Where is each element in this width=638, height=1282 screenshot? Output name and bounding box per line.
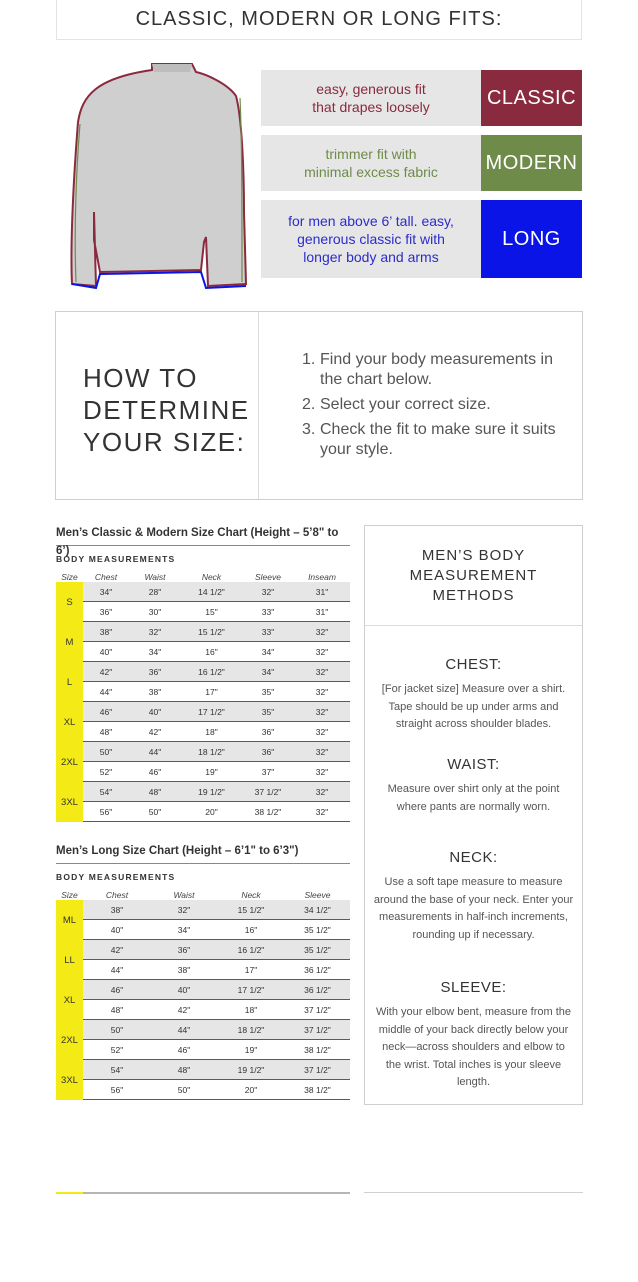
- size-label: M: [65, 636, 74, 648]
- method-text: [For jacket size] Measure over a shirt. Tape should be up under arms and straight across shoulder blades.: [381, 683, 566, 730]
- table-cell: 44": [148, 746, 162, 757]
- column-header: Sleeve: [255, 572, 281, 582]
- table-row: [83, 722, 350, 742]
- step-number: 1.: [302, 351, 316, 368]
- table-cell: 34 1/2": [304, 904, 331, 915]
- table-cell: 18": [205, 726, 218, 737]
- table-row: [83, 920, 350, 940]
- table-cell: 32": [315, 766, 329, 777]
- fit-desc-line: trimmer fit with: [325, 146, 417, 162]
- fit-modern: [261, 135, 582, 191]
- table-cell: 54": [110, 1064, 124, 1075]
- bottom-divider-left: [56, 1192, 350, 1194]
- table-cell: 18": [244, 1004, 258, 1015]
- column-header: Sleeve: [304, 890, 331, 900]
- table-cell: 32": [148, 626, 162, 637]
- shirt-illustration: [56, 62, 261, 298]
- step-text: Check the fit to make sure it suits your style.: [320, 421, 556, 458]
- chart-title: Men’s Long Size Chart (Height – 6’1" to 6’3"): [56, 845, 299, 857]
- table-cell: 44": [110, 964, 124, 975]
- method-chest: [373, 656, 574, 734]
- chart-title: Men’s Classic & Modern Size Chart (Height – 5’8" to 6’): [56, 527, 339, 557]
- table-cell: 36": [261, 726, 275, 737]
- table-cell: 32": [315, 786, 329, 797]
- chart-rows: [83, 582, 350, 822]
- fit-desc-line: minimal excess fabric: [304, 164, 438, 180]
- table-cell: 36 1/2": [304, 984, 331, 995]
- table-row: [83, 1020, 350, 1040]
- method-heading: NECK:: [449, 849, 498, 866]
- chart-body: [56, 900, 350, 1100]
- table-cell: 16 1/2": [237, 944, 265, 955]
- table-row: [83, 1060, 350, 1080]
- how-to-step: [302, 420, 560, 460]
- fits-title: CLASSIC, MODERN OR LONG FITS:: [56, 0, 582, 40]
- column-header: Inseam: [308, 572, 336, 582]
- table-cell: 40": [110, 924, 124, 935]
- bottom-divider-accent: [56, 1192, 83, 1194]
- table-cell: 38": [148, 686, 162, 697]
- methods-title-line: MEASUREMENT: [409, 566, 538, 584]
- table-cell: 38": [110, 904, 124, 915]
- table-cell: 40": [99, 646, 113, 657]
- method-waist: [373, 756, 574, 816]
- table-cell: 19 1/2": [198, 786, 225, 797]
- measurement-methods: [364, 525, 583, 1105]
- methods-title-line: MEN’S BODY: [421, 546, 526, 564]
- table-cell: 20": [244, 1084, 258, 1095]
- size-column: [56, 900, 83, 1100]
- column-header: Size: [61, 572, 78, 582]
- how-to-section: [55, 311, 583, 500]
- how-to-title-panel: [56, 312, 259, 499]
- table-cell: 37": [261, 766, 275, 777]
- table-cell: 42": [177, 1004, 191, 1015]
- long-size-chart: [56, 842, 350, 1100]
- table-cell: 42": [99, 666, 113, 677]
- table-cell: 16": [244, 924, 258, 935]
- table-cell: 36": [261, 746, 275, 757]
- size-label: XL: [63, 994, 76, 1006]
- column-header: Chest: [94, 572, 118, 582]
- table-cell: 50": [110, 1024, 124, 1035]
- column-header: Size: [61, 890, 78, 900]
- chart-header-row: [56, 886, 350, 900]
- size-label: 2XL: [61, 756, 78, 768]
- fit-classic-desc: [261, 70, 481, 126]
- size-label: 2XL: [61, 1034, 78, 1046]
- fit-classic: [261, 70, 582, 126]
- chart-subtitle: BODY MEASUREMENTS: [56, 872, 176, 882]
- column-header: Waist: [144, 572, 166, 582]
- table-cell: 32": [315, 646, 329, 657]
- table-cell: 48": [110, 1004, 124, 1015]
- how-to-title-line: HOW TO: [83, 363, 198, 393]
- table-cell: 18 1/2": [198, 746, 225, 757]
- method-heading: WAIST:: [447, 756, 500, 773]
- method-neck: [373, 849, 574, 944]
- table-cell: 30": [148, 606, 162, 617]
- table-cell: 32": [315, 706, 329, 717]
- table-row: [83, 980, 350, 1000]
- table-cell: 35": [261, 686, 275, 697]
- chart-body: [56, 582, 350, 822]
- table-cell: 37 1/2": [304, 1004, 331, 1015]
- table-cell: 42": [110, 944, 124, 955]
- step-number: 3.: [302, 421, 316, 438]
- table-row: [83, 900, 350, 920]
- table-cell: 52": [110, 1044, 124, 1055]
- how-to-steps: [302, 350, 560, 465]
- method-text: Measure over shirt only at the point where pants are normally worn.: [387, 783, 560, 813]
- table-row: [83, 802, 350, 822]
- method-heading: SLEEVE:: [440, 979, 507, 996]
- table-cell: 19 1/2": [237, 1064, 265, 1075]
- how-to-title-line: DETERMINE: [83, 395, 250, 425]
- column-header: Chest: [105, 890, 129, 900]
- table-cell: 36": [148, 666, 162, 677]
- table-row: [83, 1000, 350, 1020]
- table-cell: 35": [261, 706, 275, 717]
- fit-long-tag: LONG: [481, 200, 582, 278]
- table-cell: 33": [261, 626, 275, 637]
- table-row: [83, 782, 350, 802]
- table-row: [83, 582, 350, 602]
- table-cell: 28": [148, 586, 162, 597]
- table-cell: 37 1/2": [254, 786, 282, 797]
- size-label: ML: [62, 914, 77, 926]
- table-cell: 44": [177, 1024, 191, 1035]
- fit-modern-tag: MODERN: [481, 135, 582, 191]
- table-cell: 52": [99, 766, 113, 777]
- table-row: [83, 1040, 350, 1060]
- table-cell: 16 1/2": [198, 666, 225, 677]
- table-cell: 31": [315, 586, 329, 597]
- table-cell: 17": [244, 964, 258, 975]
- table-cell: 16": [205, 646, 218, 657]
- chart-rows: [83, 900, 350, 1100]
- classic-modern-size-chart: [56, 524, 350, 822]
- table-row: [83, 762, 350, 782]
- chart-header-row: [56, 568, 350, 582]
- table-cell: 56": [99, 806, 113, 817]
- fit-long: [261, 200, 582, 278]
- table-cell: 46": [110, 984, 124, 995]
- table-cell: 36": [177, 944, 191, 955]
- table-row: [83, 960, 350, 980]
- table-row: [83, 1080, 350, 1100]
- column-header: Waist: [173, 890, 195, 900]
- table-cell: 40": [177, 984, 191, 995]
- table-cell: 38 1/2": [304, 1084, 331, 1095]
- step-text: Select your correct size.: [320, 396, 491, 413]
- fit-modern-desc: [261, 135, 481, 191]
- size-label: 3XL: [61, 1074, 78, 1086]
- fit-long-desc: [261, 200, 481, 278]
- table-cell: 46": [148, 766, 162, 777]
- chart-subtitle: BODY MEASUREMENTS: [56, 554, 176, 564]
- table-cell: 36": [99, 606, 113, 617]
- fit-classic-tag: CLASSIC: [481, 70, 582, 126]
- method-sleeve: [373, 979, 574, 1092]
- size-label: 3XL: [61, 796, 78, 808]
- table-row: [83, 602, 350, 622]
- table-cell: 50": [148, 806, 162, 817]
- table-cell: 19": [244, 1044, 258, 1055]
- fit-desc-line: generous classic fit with: [297, 231, 445, 247]
- table-cell: 31": [315, 606, 329, 617]
- table-cell: 50": [99, 746, 113, 757]
- table-cell: 15": [205, 606, 218, 617]
- table-cell: 34": [261, 646, 275, 657]
- size-label: LL: [64, 954, 75, 966]
- table-cell: 17 1/2": [198, 706, 225, 717]
- how-to-step: [302, 350, 560, 390]
- table-cell: 34": [177, 924, 191, 935]
- table-cell: 14 1/2": [198, 586, 225, 597]
- table-cell: 48": [177, 1064, 191, 1075]
- table-cell: 38": [177, 964, 191, 975]
- size-column: [56, 582, 83, 822]
- how-to-step: [302, 395, 560, 415]
- table-cell: 32": [315, 746, 329, 757]
- table-cell: 17 1/2": [237, 984, 265, 995]
- table-cell: 50": [177, 1084, 191, 1095]
- chart-divider: [56, 545, 350, 546]
- fit-desc-line: that drapes loosely: [312, 99, 430, 115]
- shirt-collar: [152, 64, 192, 72]
- table-cell: 34": [261, 666, 275, 677]
- table-row: [83, 682, 350, 702]
- table-cell: 38 1/2": [254, 806, 282, 817]
- column-header: Neck: [241, 890, 261, 900]
- table-row: [83, 742, 350, 762]
- table-cell: 40": [148, 706, 162, 717]
- table-cell: 32": [315, 666, 329, 677]
- table-row: [83, 622, 350, 642]
- table-cell: 15 1/2": [237, 904, 265, 915]
- table-cell: 46": [99, 706, 113, 717]
- bottom-divider-right: [364, 1192, 583, 1193]
- how-to-title-line: YOUR SIZE:: [83, 427, 246, 457]
- table-cell: 44": [99, 686, 113, 697]
- table-cell: 17": [205, 686, 218, 697]
- chart-divider: [56, 863, 350, 864]
- table-cell: 18 1/2": [237, 1024, 265, 1035]
- table-cell: 46": [177, 1044, 191, 1055]
- shirt-body: [71, 64, 246, 286]
- method-text: Use a soft tape measure to measure around the base of your neck. Enter your measurements in half-inch increments, rounding up if necessary.: [373, 876, 574, 941]
- table-cell: 48": [99, 726, 113, 737]
- table-cell: 38 1/2": [304, 1044, 331, 1055]
- table-cell: 19": [205, 766, 218, 777]
- table-cell: 54": [99, 786, 113, 797]
- how-to-title: [83, 362, 250, 458]
- methods-title-line: METHODS: [432, 586, 515, 604]
- step-number: 2.: [302, 396, 316, 413]
- column-header: Neck: [201, 572, 222, 582]
- table-cell: 56": [110, 1084, 124, 1095]
- fit-desc-line: easy, generous fit: [316, 81, 426, 97]
- step-text: Find your body measurements in the chart below.: [320, 351, 553, 388]
- methods-title: [365, 526, 582, 626]
- size-label: L: [66, 676, 73, 688]
- table-cell: 35 1/2": [304, 924, 331, 935]
- table-cell: 48": [148, 786, 162, 797]
- table-cell: 36 1/2": [304, 964, 331, 975]
- table-cell: 20": [205, 806, 218, 817]
- method-text: With your elbow bent, measure from the middle of your back directly below your neck—across shoulders and elbow to the wrist. Total inches is your sleeve length.: [375, 1006, 572, 1088]
- table-cell: 42": [148, 726, 162, 737]
- table-cell: 32": [315, 686, 329, 697]
- table-cell: 34": [99, 586, 113, 597]
- table-cell: 32": [315, 806, 329, 817]
- fit-desc-line: for men above 6’ tall. easy,: [288, 213, 454, 229]
- table-row: [83, 642, 350, 662]
- table-row: [83, 662, 350, 682]
- table-cell: 34": [148, 646, 162, 657]
- table-cell: 37 1/2": [304, 1024, 331, 1035]
- table-cell: 38": [99, 626, 113, 637]
- table-cell: 32": [177, 904, 191, 915]
- method-heading: CHEST:: [445, 656, 502, 673]
- table-cell: 32": [315, 626, 329, 637]
- size-label: XL: [63, 716, 76, 728]
- fit-desc-line: longer body and arms: [303, 249, 439, 265]
- table-row: [83, 702, 350, 722]
- size-label: S: [66, 596, 73, 608]
- table-cell: 37 1/2": [304, 1064, 331, 1075]
- table-cell: 15 1/2": [198, 626, 225, 637]
- table-cell: 33": [261, 606, 275, 617]
- table-cell: 32": [261, 586, 275, 597]
- table-cell: 32": [315, 726, 329, 737]
- table-row: [83, 940, 350, 960]
- table-cell: 35 1/2": [304, 944, 331, 955]
